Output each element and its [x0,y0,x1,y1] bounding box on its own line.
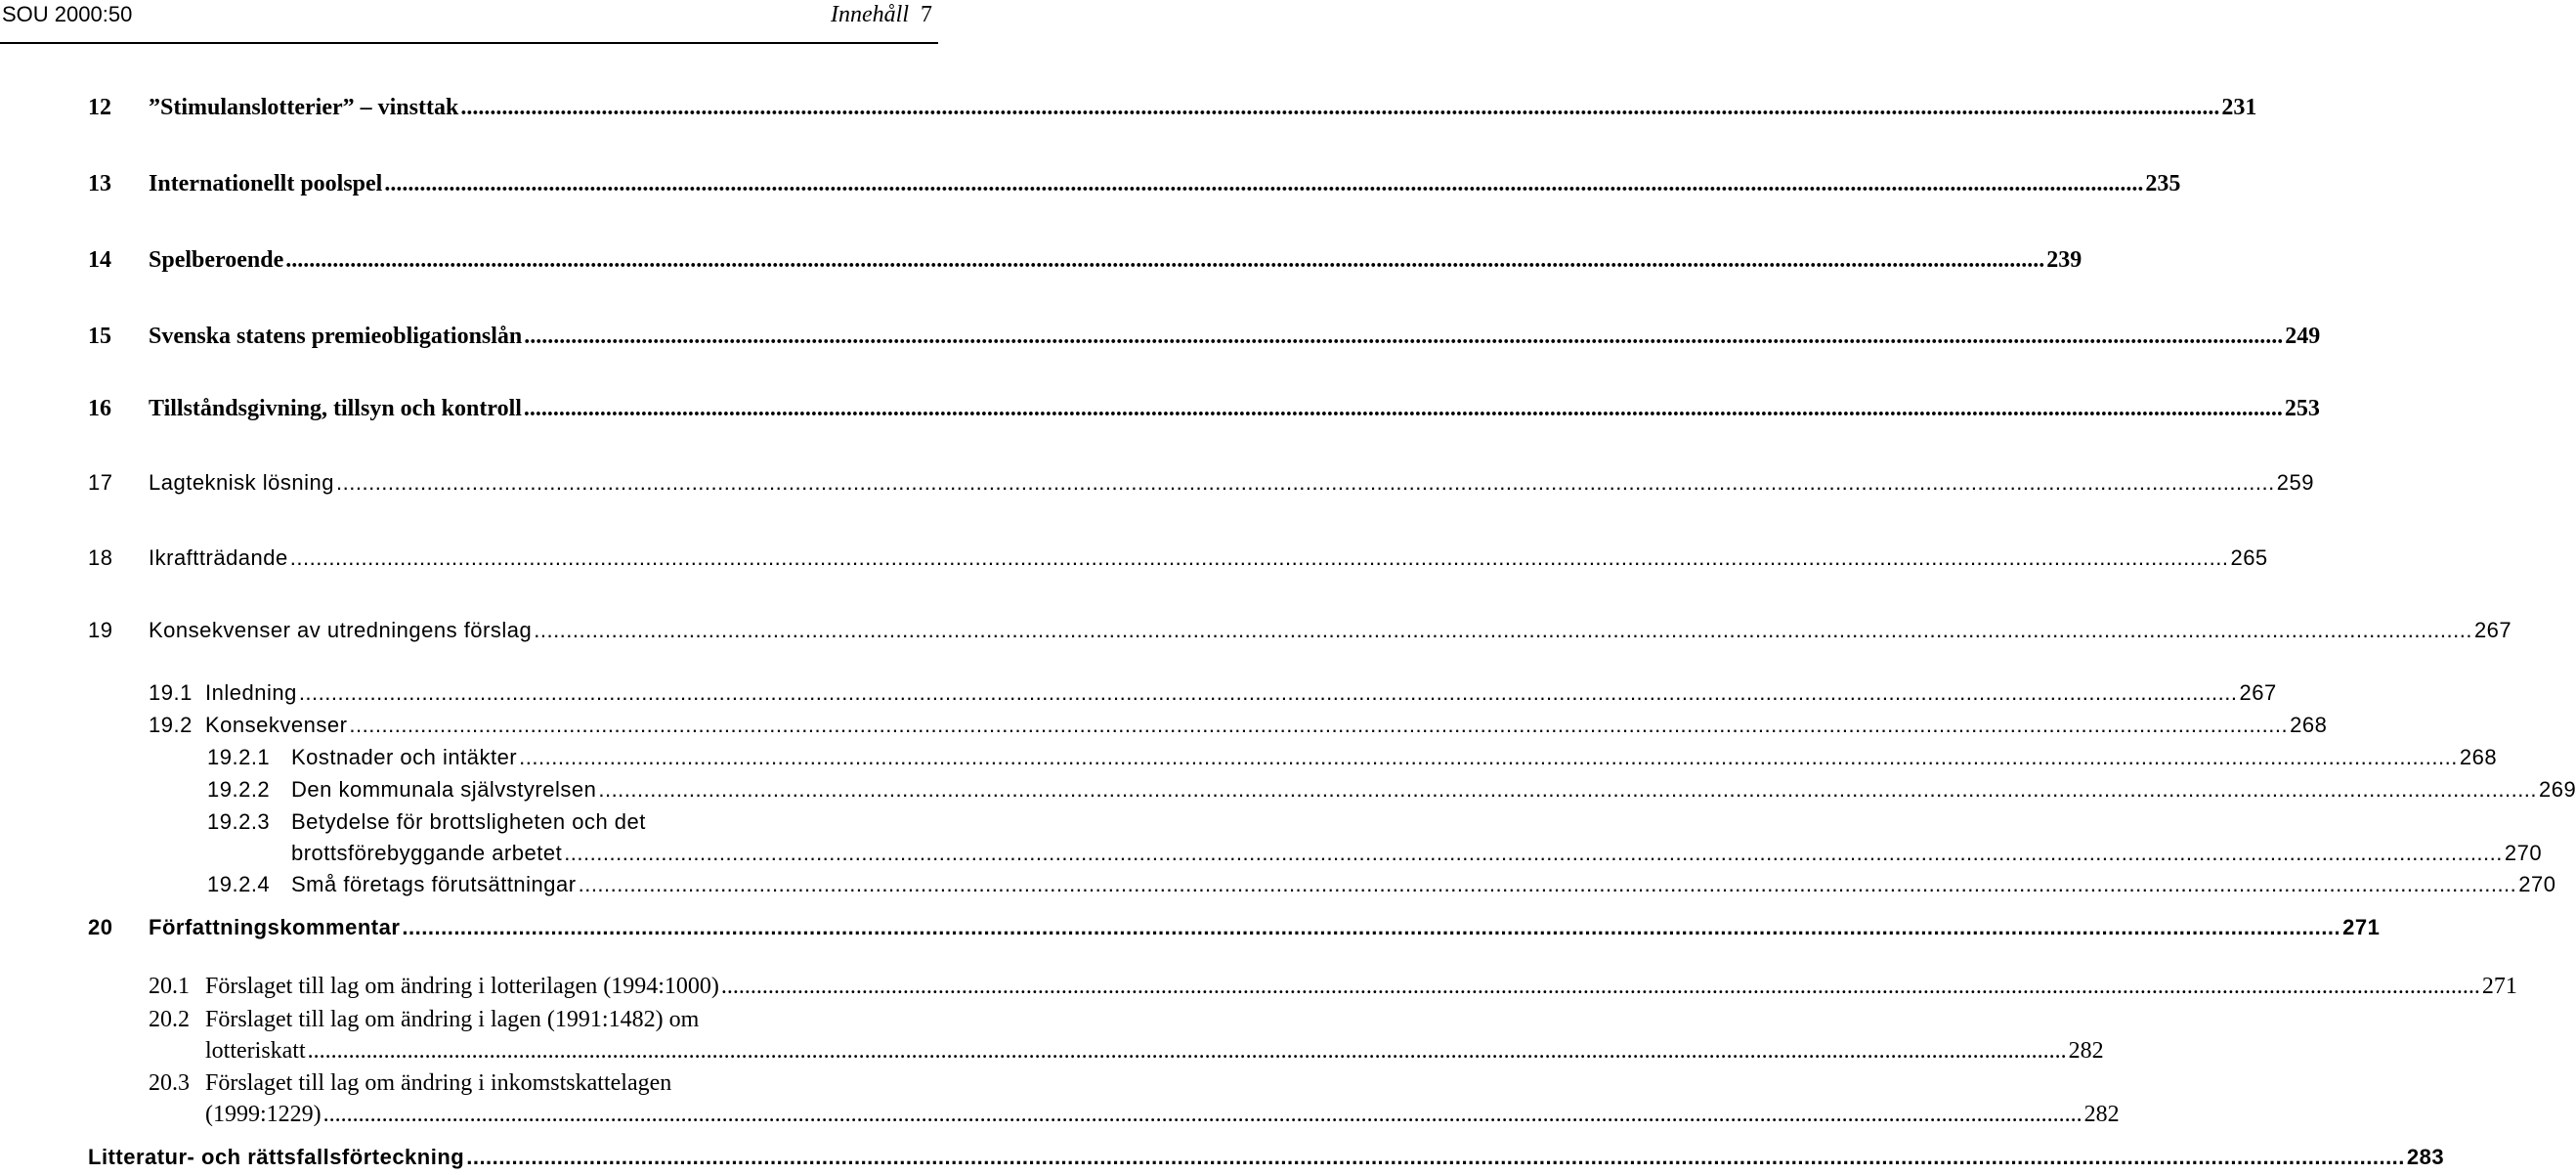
toc-title-cont: (1999:1229) [205,1102,322,1127]
toc-page: 282 [2068,1038,2104,1064]
toc-title: ”Stimulanslotterier” – vinsttak [149,95,459,120]
page-header [0,0,938,47]
toc-title: Konsekvenser [205,713,348,737]
toc-section-20-3[interactable] [149,1067,889,1099]
toc-title: Den kommunala självstyrelsen [291,777,597,802]
toc-number: 20.1 [149,974,190,999]
toc-title-cont: lotteriskatt [205,1038,306,1064]
toc-title: Konsekvenser av utredningens förslag [149,618,533,642]
toc-number: 16 [88,396,111,421]
toc-title: Betydelse för brottsligheten och det [291,809,646,834]
dot-leader: ............................................................................................................................................................................................................................................................................................................ [298,680,2238,705]
toc-number: 15 [88,324,111,349]
toc-chapter-12[interactable] [88,92,2257,123]
toc-chapter-18[interactable] [88,543,2268,574]
dot-leader: ............................................................................................................................................................................................................................................................................................................ [289,545,2229,570]
toc-title-cont: brottsförebyggande arbetet [291,841,563,865]
toc-section-20-2[interactable] [149,1004,889,1035]
toc-number: 13 [88,171,111,196]
running-header [831,1,932,28]
toc-title: Litteratur- och rättsfallsförteckning [88,1145,465,1169]
dot-leader: ............................................................................................................................................................................................................................................................................................................ [523,396,2283,421]
toc-title: Svenska statens premieobligationslån [149,324,523,349]
toc-title: Små företags förutsättningar [291,872,577,896]
document-id: SOU 2000:50 [2,2,133,26]
dot-leader: ............................................................................................................................................................................................................................................................................................................ [519,745,2458,769]
toc-chapter-19[interactable] [88,615,2512,646]
toc-title: Förslaget till lag om ändring i lagen (1991:1482) om [205,1007,700,1032]
toc-chapter-15[interactable] [88,321,2321,352]
toc-page: 267 [2239,680,2277,705]
dot-leader: ............................................................................................................................................................................................................................................................................................................ [534,618,2472,642]
toc-section-19-2-3[interactable] [207,806,889,838]
toc-page: 231 [2221,95,2257,120]
toc-section-20-3-cont[interactable] [205,1099,2120,1130]
toc-page: 269 [2539,777,2576,802]
toc-title: Förslaget till lag om ändring i inkomstskattelagen [205,1070,672,1096]
toc-page: 282 [2083,1102,2120,1127]
toc-number: 20.2 [149,1007,190,1032]
toc-title: Författningskommentar [149,915,401,939]
toc-page: 268 [2459,745,2498,769]
toc-page: 268 [2290,713,2328,737]
toc-number: 19.2 [149,713,193,737]
dot-leader: ............................................................................................................................................................................................................................................................................................................ [322,1102,2082,1127]
dot-leader: ............................................................................................................................................................................................................................................................................................................ [720,974,2480,999]
toc-title: Ikraftträdande [149,545,288,570]
toc-title: Lagteknisk lösning [149,470,335,495]
dot-leader: ............................................................................................................................................................................................................................................................................................................ [336,470,2275,495]
toc-page: 249 [2285,324,2321,349]
toc-page: 271 [2342,915,2381,939]
dot-leader: ............................................................................................................................................................................................................................................................................................................ [460,95,2220,120]
toc-title: Inledning [205,680,297,705]
toc-chapter-14[interactable] [88,244,2082,276]
toc-number: 14 [88,247,111,273]
toc-page: 267 [2473,618,2512,642]
dot-leader: ............................................................................................................................................................................................................................................................................................................ [598,777,2538,802]
toc-section-19-2-2[interactable] [207,774,2576,805]
toc-number: 19.2.1 [207,745,271,769]
toc-section-20-2-cont[interactable] [205,1035,2104,1066]
dot-leader: ............................................................................................................................................................................................................................................................................................................ [564,841,2503,865]
toc-number: 18 [88,545,113,570]
toc-chapter-16[interactable] [88,393,2320,424]
dot-leader: ............................................................................................................................................................................................................................................................................................................ [307,1038,2067,1064]
toc-number: 19.2.2 [207,777,271,802]
toc-number: 19.2.3 [207,809,271,834]
toc-number: 20 [88,915,113,939]
toc-number: 19.1 [149,680,193,705]
toc-title: Kostnader och intäkter [291,745,518,769]
toc-page: 253 [2284,396,2320,421]
toc-page: 270 [2504,841,2543,865]
toc-page: 259 [2276,470,2314,495]
dot-leader: ............................................................................................................................................................................................................................................................................................................ [466,1145,2405,1169]
toc-section-19-2-1[interactable] [207,742,2498,773]
toc-title: Förslaget till lag om ändring i lotterilagen (1994:1000) [205,974,719,999]
toc-title: Internationellt poolspel [149,171,383,196]
toc-number: 20.3 [149,1070,190,1096]
toc-page: 271 [2481,974,2517,999]
toc-chapter-13[interactable] [88,168,2181,199]
toc-number: 19.2.4 [207,872,271,896]
toc-title: Spelberoende [149,247,284,273]
dot-leader: ............................................................................................................................................................................................................................................................................................................ [384,171,2144,196]
page-number: 7 [921,2,932,27]
toc-number: 19 [88,618,113,642]
toc-section-19-2-3-cont[interactable] [291,838,2543,869]
toc-section-19-2-4[interactable] [207,869,2556,900]
dot-leader: ............................................................................................................................................................................................................................................................................................................ [578,872,2517,896]
toc-chapter-17[interactable] [88,467,2314,499]
toc-number: 17 [88,470,113,495]
header-rule [0,42,938,44]
section-title: Innehåll [831,2,909,27]
dot-leader: ............................................................................................................................................................................................................................................................................................................ [349,713,2289,737]
dot-leader: ............................................................................................................................................................................................................................................................................................................ [524,324,2284,349]
toc-section-19-1[interactable] [149,677,2277,709]
toc-chapter-20[interactable] [88,912,2381,943]
toc-page: 265 [2230,545,2268,570]
toc-number: 12 [88,95,111,120]
dot-leader: ............................................................................................................................................................................................................................................................................................................ [285,247,2045,273]
toc-page: 283 [2406,1145,2445,1169]
toc-literature[interactable] [88,1142,2445,1173]
toc-section-19-2[interactable] [149,710,2328,741]
toc-section-20-1[interactable] [149,971,2517,1002]
dot-leader: ............................................................................................................................................................................................................................................................................................................ [402,915,2341,939]
toc-page: 235 [2145,171,2181,196]
toc-page: 239 [2046,247,2082,273]
toc-title: Tillståndsgivning, tillsyn och kontroll [149,396,522,421]
toc-page: 270 [2518,872,2556,896]
